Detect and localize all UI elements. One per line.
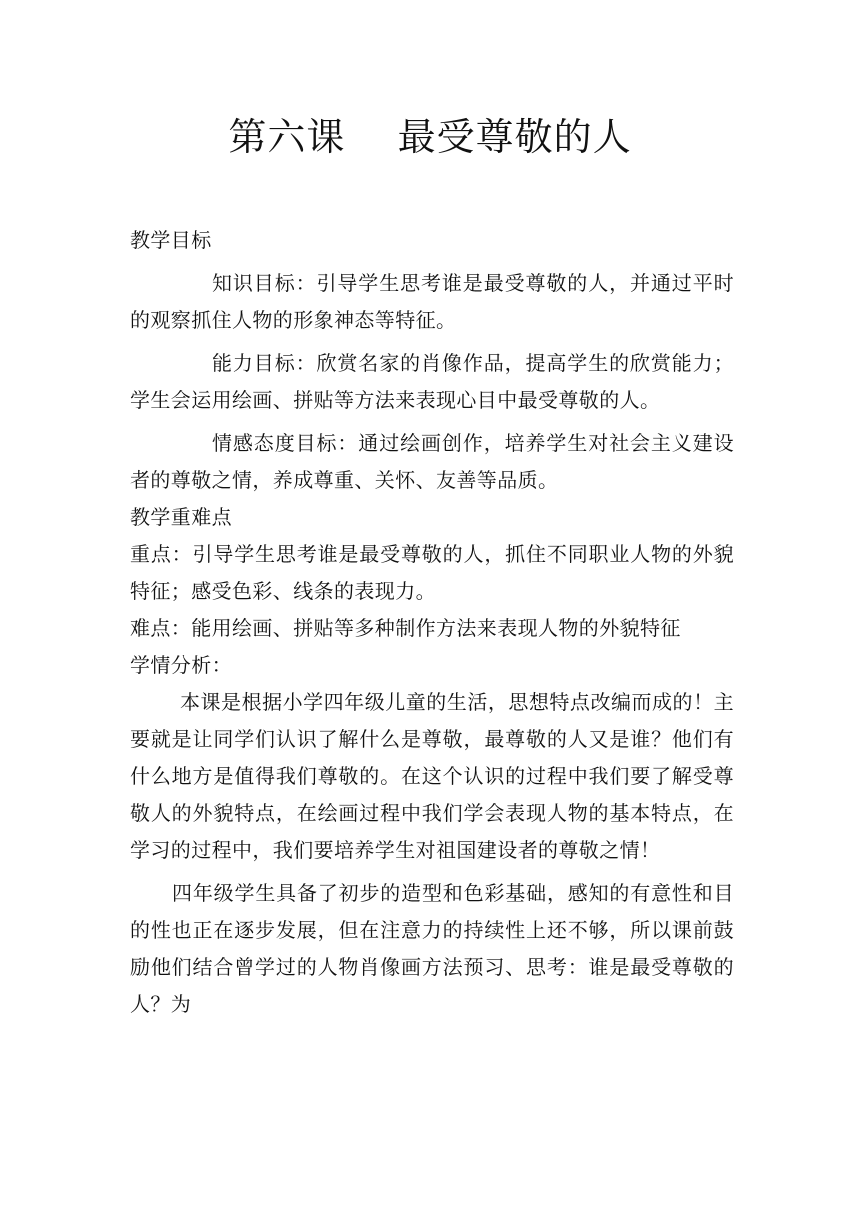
paragraph-learning-analysis-1: 本课是根据小学四年级儿童的生活，思想特点改编而成的！主要就是让同学们认识了解什么是尊敬，最尊敬的人又是谁？他们有什么地方是值得我们尊敬的。在这个认识的过程中我们要了解受尊敬人的外貌特点，在绘画过程中我们学会表现人物的基本特点，在学习的过程中，我们要培养学生对祖国建设者的尊敬之情！ <box>130 690 734 862</box>
paragraph-emotion-objective: 情感态度目标：通过绘画创作，培养学生对社会主义建设者的尊敬之情，养成尊重、关怀、友善等品质。 <box>130 431 734 492</box>
paragraph-difficult-point: 难点：能用绘画、拼贴等多种制作方法来表现人物的外貌特征 <box>130 616 681 640</box>
page-title: 第六课 最受尊敬的人 <box>228 115 632 159</box>
section-heading-key-difficulty: 教学重难点 <box>130 505 232 529</box>
section-heading-learning-analysis: 学情分析： <box>130 653 232 677</box>
paragraph-ability-objective: 能力目标：欣赏名家的肖像作品，提高学生的欣赏能力；学生会运用绘画、拼贴等方法来表现心目中最受尊敬的人。 <box>130 351 734 412</box>
section-heading-objectives: 教学目标 <box>130 228 212 252</box>
paragraph-learning-analysis-2: 四年级学生具备了初步的造型和色彩基础，感知的有意性和目的性也正在逐步发展，但在注意力的持续性上还不够，所以课前鼓励他们结合曾学过的人物肖像画方法预习、思考：谁是最受尊敬的人？为 <box>130 881 734 1016</box>
paragraph-knowledge-objective: 知识目标：引导学生思考谁是最受尊敬的人，并通过平时的观察抓住人物的形象神态等特征。 <box>130 271 734 332</box>
paragraph-key-point: 重点：引导学生思考谁是最受尊敬的人，抓住不同职业人物的外貌特征；感受色彩、线条的表现力。 <box>130 542 734 603</box>
document-body <box>130 222 734 1023</box>
